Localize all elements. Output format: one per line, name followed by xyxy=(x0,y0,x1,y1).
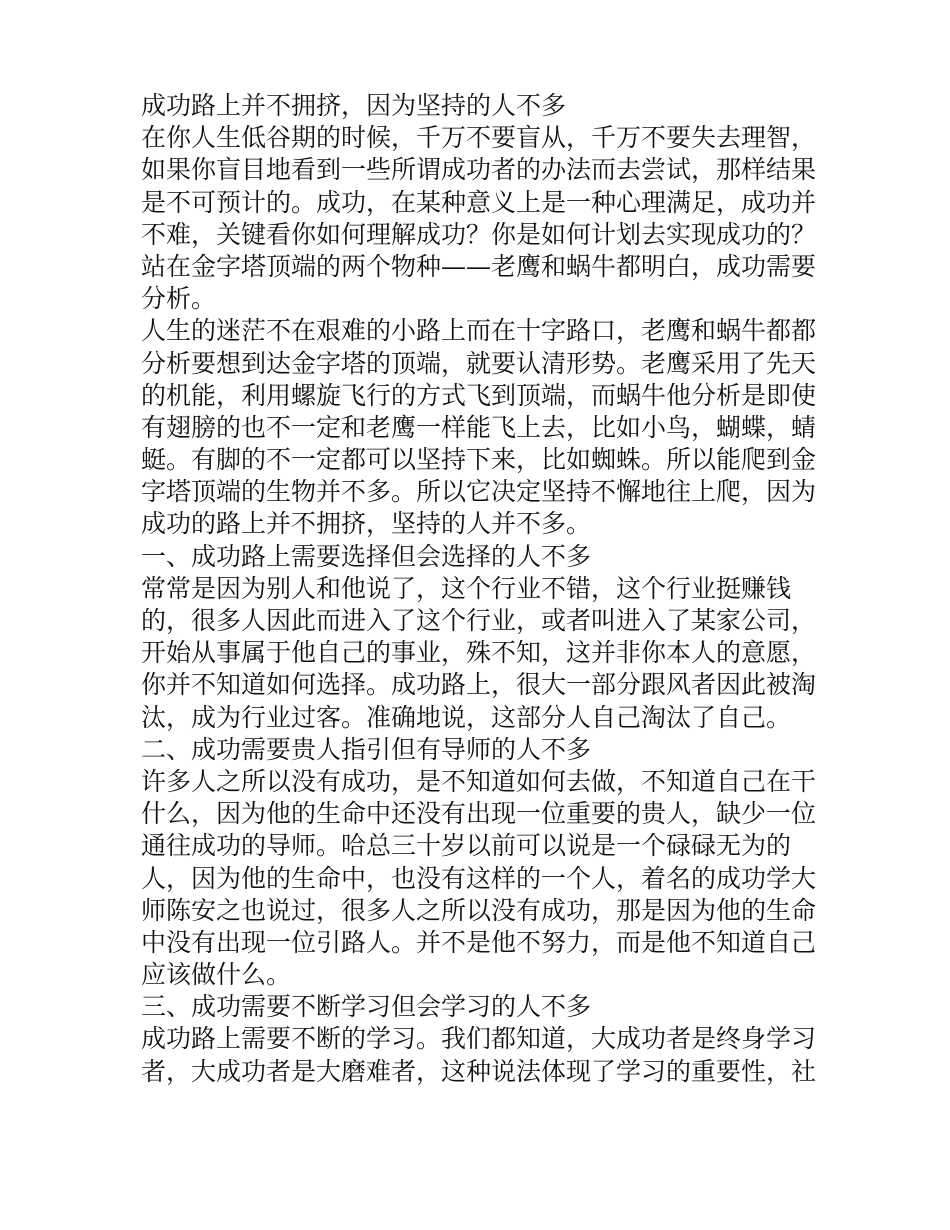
text-line: 站在金字塔顶端的两个物种——老鹰和蜗牛都明白，成功需要 xyxy=(141,251,817,281)
text-line: 如果你盲目地看到一些所谓成功者的办法而去尝试，那样结果 xyxy=(141,155,817,185)
text-line: 是不可预计的。成功，在某种意义上是一种心理满足，成功并 xyxy=(141,187,817,217)
text-line: 有翅膀的也不一定和老鹰一样能飞上去，比如小鸟，蝴蝶，蜻 xyxy=(141,412,817,442)
text-line: 常常是因为别人和他说了，这个行业不错，这个行业挺赚钱 xyxy=(141,573,792,603)
text-line: 应该做什么。 xyxy=(141,960,292,990)
text-line: 你并不知道如何选择。成功路上，很大一部分跟风者因此被淘 xyxy=(141,670,817,700)
text-line: 人，因为他的生命中，也没有这样的一个人，着名的成功学大 xyxy=(141,863,817,893)
text-line: 许多人之所以没有成功，是不知道如何去做，不知道自己在干 xyxy=(141,766,817,796)
text-line: 的，很多人因此而进入了这个行业，或者叫进入了某家公司， xyxy=(141,606,817,635)
text-line: 师陈安之也说过，很多人之所以没有成功，那是因为他的生命 xyxy=(141,895,817,925)
text-line: 成功的路上并不拥挤，坚持的人并不多。 xyxy=(141,509,592,539)
text-line: 什么，因为他的生命中还没有出现一位重要的贵人，缺少一位 xyxy=(141,799,817,829)
text-line: 成功路上需要不断的学习。我们都知道，大成功者是终身学习 xyxy=(141,1024,817,1054)
document-body xyxy=(141,90,821,1088)
text-line: 者，大成功者是大磨难者，这种说法体现了学习的重要性，社 xyxy=(141,1056,817,1086)
text-line: 开始从事属于他自己的事业，殊不知，这并非你本人的意愿， xyxy=(141,638,817,668)
text-line: 字塔顶端的生物并不多。所以它决定坚持不懈地往上爬，因为 xyxy=(141,477,817,507)
text-line: 不难，关键看你如何理解成功？你是如何计划去实现成功的？ xyxy=(141,219,817,249)
document-title: 成功路上并不拥挤，因为坚持的人不多 xyxy=(141,91,567,120)
text-line: 人生的迷茫不在艰难的小路上而在十字路口，老鹰和蜗牛都都 xyxy=(141,316,817,346)
text-line: 中没有出现一位引路人。并不是他不努力，而是他不知道自己 xyxy=(141,927,817,957)
text-line: 分析。 xyxy=(141,284,217,314)
text-line: 通往成功的导师。哈总三十岁以前可以说是一个碌碌无为的 xyxy=(141,831,792,861)
text-line: 分析要想到达金字塔的顶端，就要认清形势。老鹰采用了先天 xyxy=(141,348,817,378)
section-heading: 二、成功需要贵人指引但有导师的人不多 xyxy=(141,734,592,764)
text-line: 在你人生低谷期的时候，千万不要盲从，千万不要失去理智， xyxy=(141,123,817,153)
section-heading: 三、成功需要不断学习但会学习的人不多 xyxy=(141,992,592,1022)
text-line: 的机能，利用螺旋飞行的方式飞到顶端，而蜗牛他分析是即使 xyxy=(141,380,817,410)
text-line: 蜓。有脚的不一定都可以坚持下来，比如蜘蛛。所以能爬到金 xyxy=(141,445,817,475)
section-heading: 一、成功路上需要选择但会选择的人不多 xyxy=(141,541,592,571)
text-line: 汰，成为行业过客。准确地说，这部分人自己淘汰了自己。 xyxy=(141,702,792,732)
